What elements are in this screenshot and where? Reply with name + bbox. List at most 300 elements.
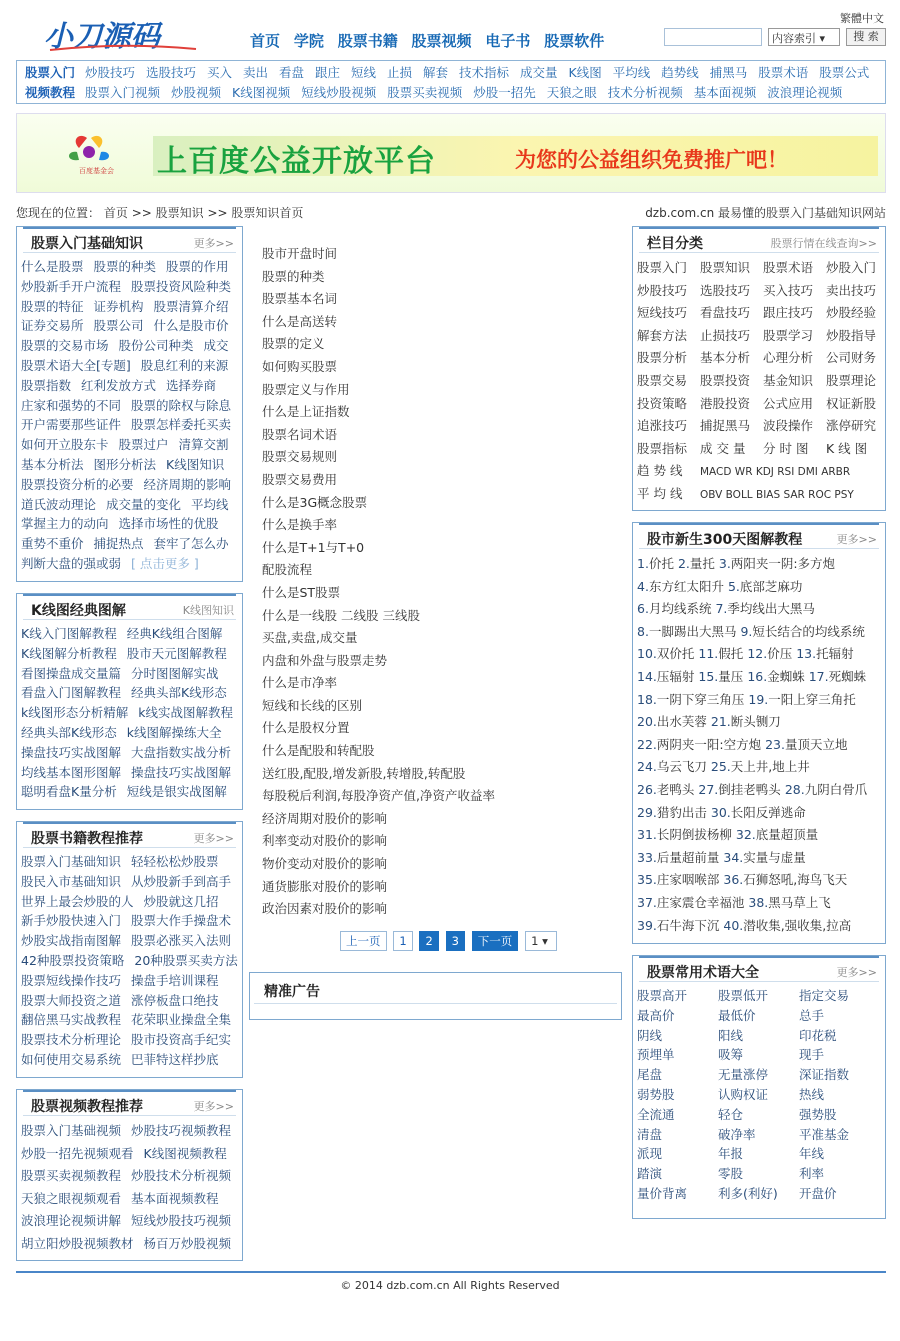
list-link[interactable]: 成交量的变化 <box>106 496 182 512</box>
article-link[interactable]: 股票定义与作用 <box>262 381 350 397</box>
category-lead[interactable]: 股票入门 <box>25 65 76 80</box>
list-link[interactable]: 短线炒股技巧视频 <box>131 1213 232 1229</box>
ad-banner[interactable] <box>16 113 886 193</box>
list-link[interactable]: K线入门图解教程 <box>21 626 117 641</box>
list-link[interactable]: 分时图图解实战 <box>131 665 219 681</box>
category-link[interactable]: 买入 <box>207 65 233 80</box>
list-link[interactable]: 股票的作用 <box>166 259 229 274</box>
list-link[interactable]: 股票公司 <box>93 318 144 334</box>
column-link[interactable]: 投资策略 <box>637 395 688 411</box>
list-link[interactable]: 经典K线组合图解 <box>126 626 223 641</box>
list-link[interactable]: 如何使用交易系统 <box>21 1051 122 1067</box>
more-link[interactable]: 更多>> <box>836 533 877 546</box>
list-link[interactable]: k线图解操练大全 <box>126 724 222 740</box>
term-link[interactable]: 深证指数 <box>799 1067 850 1083</box>
column-link[interactable]: 炒股技巧 <box>637 282 688 298</box>
prev-page-button[interactable]: 上一页 <box>340 931 387 951</box>
list-link[interactable]: 基本分析法 <box>21 456 84 472</box>
article-link[interactable]: 什么是T+1与T+0 <box>262 539 365 555</box>
list-link[interactable]: k线图形态分析精解 <box>21 705 129 721</box>
term-link[interactable]: 认购权证 <box>718 1086 769 1102</box>
list-link[interactable]: 杨百万炒股视频 <box>143 1235 232 1251</box>
tutorial-row <box>637 689 881 712</box>
column-link[interactable]: 权证新股 <box>826 395 877 411</box>
list-link[interactable]: 选择市场性的优股 <box>118 516 219 532</box>
list-link[interactable]: 新手炒股快速入门 <box>21 913 122 929</box>
more-link[interactable]: K线图知识 <box>182 604 234 617</box>
column-link[interactable]: 公式应用 <box>763 395 814 411</box>
tutorial-link[interactable]: 倒挂老鸭头 <box>718 781 781 797</box>
term-link[interactable]: 现手 <box>799 1047 825 1063</box>
column-link[interactable]: 短线技巧 <box>637 305 688 321</box>
tutorial-link[interactable]: 后量超前量 <box>656 849 720 865</box>
list-link[interactable]: 涨停板盘口绝技 <box>131 992 219 1008</box>
column-link[interactable]: 基本分析 <box>700 350 751 366</box>
category-link[interactable]: 股票公式 <box>819 65 870 80</box>
list-link[interactable]: 选择券商 <box>166 377 217 393</box>
term-link[interactable]: 预埋单 <box>637 1047 675 1063</box>
list-link[interactable]: 股市投资高手纪实 <box>131 1032 232 1048</box>
tutorial-link[interactable]: 猎豹出击 <box>656 804 707 820</box>
column-link[interactable]: 股票分析 <box>637 350 688 366</box>
list-link[interactable]: 股票大作手操盘术 <box>131 913 232 929</box>
list-link[interactable]: 掌握主力的动向 <box>21 516 109 532</box>
indicator-list[interactable]: OBV BOLL BIAS SAR ROC PSY <box>700 488 854 501</box>
more-link[interactable]: 更多>> <box>193 1100 234 1113</box>
tutorial-link[interactable]: 天上井,地上井 <box>730 759 810 775</box>
article-link[interactable]: 什么是上证指数 <box>262 404 350 420</box>
tutorial-link[interactable]: 托辐射 <box>816 646 854 662</box>
category-link[interactable]: 卖出 <box>243 65 269 80</box>
list-link[interactable]: 图形分析法 <box>93 456 157 472</box>
list-link[interactable]: 股市天元图解教程 <box>126 645 227 661</box>
article-link[interactable]: 什么是股权分置 <box>262 720 350 736</box>
indicator-list[interactable]: MACD WR KDJ RSI DMI ARBR <box>700 466 851 479</box>
list-link[interactable]: 成交 <box>203 338 229 354</box>
indicator-lead[interactable]: 趋 势 线 <box>637 463 683 479</box>
list-link[interactable]: 看图操盘成交量篇 <box>21 665 122 681</box>
column-link[interactable]: 涨停研究 <box>826 418 877 434</box>
tutorial-link[interactable]: 长阳反弹逃命 <box>730 804 806 820</box>
list-link[interactable]: 世界上最会炒股的人 <box>21 893 134 909</box>
article-link[interactable]: 股市开盘时间 <box>262 246 338 261</box>
nav-academy[interactable]: 学院 <box>293 32 324 50</box>
site-logo[interactable]: 小刀源码 <box>44 19 161 53</box>
list-link[interactable]: 股票的种类 <box>93 259 157 274</box>
list-link[interactable]: 股份公司种类 <box>118 338 194 354</box>
list-link[interactable]: 炒股就这几招 <box>143 893 219 909</box>
category-link[interactable]: 炒股技巧 <box>85 65 136 80</box>
nav-videos[interactable]: 股票视频 <box>411 32 472 50</box>
list-link[interactable]: 股票怎样委托买卖 <box>131 417 232 433</box>
term-link[interactable]: 量价背离 <box>637 1185 688 1201</box>
list-link[interactable]: 股票入门基础知识 <box>21 854 122 869</box>
column-link[interactable]: 止损技巧 <box>700 327 751 343</box>
list-link[interactable]: 股票指数 <box>21 377 72 393</box>
term-link[interactable]: 全流通 <box>637 1106 675 1122</box>
list-link[interactable]: 波浪理论视频讲解 <box>21 1213 122 1229</box>
column-link[interactable]: 炒股入门 <box>826 260 877 275</box>
category-link[interactable]: 基本面视频 <box>693 85 757 100</box>
list-link[interactable]: 巴菲特这样抄底 <box>131 1051 219 1067</box>
column-link[interactable]: 看盘技巧 <box>700 305 751 321</box>
term-link[interactable]: 派现 <box>637 1146 663 1162</box>
column-link[interactable]: 卖出技巧 <box>826 282 877 298</box>
term-link[interactable]: 股票高开 <box>637 988 688 1003</box>
term-link[interactable]: 最高价 <box>637 1007 675 1023</box>
list-link[interactable]: 股票必涨买入法则 <box>131 933 232 949</box>
term-link[interactable]: 平准基金 <box>799 1126 850 1142</box>
list-link[interactable]: 看盘入门图解教程 <box>21 685 122 701</box>
term-link[interactable]: 指定交易 <box>799 988 850 1003</box>
footer-divider <box>16 1271 886 1273</box>
list-link[interactable]: 红利发放方式 <box>81 377 157 393</box>
column-link[interactable]: 股票指标 <box>637 440 688 456</box>
term-link[interactable]: 印花税 <box>799 1027 837 1043</box>
nav-software[interactable]: 股票软件 <box>544 32 605 50</box>
tutorial-link[interactable]: 底部芝麻功 <box>739 578 803 594</box>
list-link[interactable]: 胡立阳炒股视频教材 <box>21 1235 134 1251</box>
article-link[interactable]: 股票名词术语 <box>262 426 338 442</box>
more-link[interactable]: 更多>> <box>193 237 234 250</box>
search-button[interactable]: 搜 索 <box>846 28 886 46</box>
list-link[interactable]: 平均线 <box>191 496 229 512</box>
list-link[interactable]: 什么是股市价 <box>153 318 229 334</box>
category-link[interactable]: 解套 <box>423 65 449 80</box>
term-link[interactable]: 年线 <box>799 1146 825 1162</box>
tutorial-row <box>637 847 881 870</box>
tutorial-link[interactable]: 老鸭头 <box>656 781 695 797</box>
column-link[interactable]: 买入技巧 <box>763 282 814 298</box>
tutorial-number: 19. <box>748 691 769 707</box>
tutorial-link[interactable]: 量压 <box>718 668 744 684</box>
column-link[interactable]: 炒股经验 <box>826 305 877 321</box>
list-link[interactable]: K线图知识 <box>166 456 225 472</box>
column-link[interactable]: 股票知识 <box>700 260 751 275</box>
search-type-select[interactable]: 内容索引 ▾ <box>768 28 840 46</box>
list-link[interactable]: 聪明看盘K量分析 <box>21 784 117 800</box>
term-link[interactable]: 弱势股 <box>637 1086 675 1102</box>
article-link[interactable]: 政治因素对股价的影响 <box>262 901 388 917</box>
tutorial-link[interactable]: 两阴夹一阳:空方炮 <box>656 736 762 752</box>
category-link[interactable]: 股票买卖视频 <box>387 85 463 100</box>
tutorial-link[interactable]: 庄家咽喉部 <box>656 872 720 888</box>
article-link[interactable]: 什么是市净率 <box>262 675 338 691</box>
list-link[interactable]: 如何开立股东卡 <box>21 437 109 453</box>
tutorial-link[interactable]: 月均线系统 <box>648 601 712 617</box>
list-link[interactable]: 炒股技术分析视频 <box>131 1168 232 1184</box>
list-link[interactable]: 短线是银实战图解 <box>126 784 227 800</box>
term-link[interactable]: 强势股 <box>799 1106 837 1122</box>
list-link[interactable]: 庄家和强势的不同 <box>21 397 122 413</box>
column-link[interactable]: 跟庄技巧 <box>763 305 814 321</box>
list-link[interactable]: 套牢了怎么办 <box>153 536 229 552</box>
list-link[interactable]: 42种股票投资策略 <box>21 952 125 968</box>
column-link[interactable]: 波段操作 <box>763 418 814 434</box>
list-link[interactable]: 操盘手培训课程 <box>131 972 219 988</box>
tutorial-link[interactable]: 两阳夹一阴:多方炮 <box>730 556 836 571</box>
category-link[interactable]: 跟庄 <box>315 65 341 80</box>
tutorial-link[interactable]: 双价托 <box>656 646 695 662</box>
tutorial-link[interactable]: 实量与虚量 <box>743 849 806 865</box>
list-link[interactable]: 股票大师投资之道 <box>21 992 122 1008</box>
article-link[interactable]: 什么是配股和转配股 <box>262 743 375 759</box>
list-link[interactable]: 股票的特征 <box>21 298 84 314</box>
term-link[interactable]: 阴线 <box>637 1027 663 1043</box>
column-link[interactable]: 股票学习 <box>763 327 814 343</box>
article-link[interactable]: 短线和长线的区别 <box>262 697 363 713</box>
category-link[interactable]: 短线炒股视频 <box>301 85 377 100</box>
list-link[interactable]: 证券机构 <box>93 298 144 314</box>
list-link[interactable]: 经济周期的影响 <box>143 476 232 492</box>
nav-ebooks[interactable]: 电子书 <box>485 32 531 50</box>
term-link[interactable]: 股票低开 <box>718 988 769 1003</box>
list-link[interactable]: 股票过户 <box>118 437 169 453</box>
article-link[interactable]: 什么是ST股票 <box>262 584 341 600</box>
breadcrumb-item[interactable]: 股票知识首页 <box>231 206 304 220</box>
category-link[interactable]: 看盘 <box>279 65 305 80</box>
list-link[interactable]: 股民入市基础知识 <box>21 873 122 889</box>
nav-home[interactable]: 首页 <box>250 32 281 50</box>
tutorial-link[interactable]: 出水芙蓉 <box>656 714 707 730</box>
list-link[interactable]: 炒股技巧视频教程 <box>131 1123 232 1138</box>
list-link[interactable]: 20种股票买卖方法 <box>134 952 238 968</box>
term-link[interactable]: 利率 <box>799 1166 825 1182</box>
list-link[interactable]: 操盘技巧实战图解 <box>21 744 122 760</box>
term-link[interactable]: 热线 <box>799 1086 825 1102</box>
article-link[interactable]: 什么是换手率 <box>262 517 338 533</box>
list-link[interactable]: 股票入门基础视频 <box>21 1123 122 1138</box>
term-link[interactable]: 总手 <box>799 1007 825 1023</box>
category-link[interactable]: 技术指标 <box>459 65 510 80</box>
article-link[interactable]: 配股流程 <box>262 562 313 578</box>
column-link[interactable]: 港股投资 <box>700 395 751 411</box>
tutorial-link[interactable]: 一阴下穿三角压 <box>656 691 745 707</box>
term-link[interactable]: 踏演 <box>637 1166 663 1182</box>
breadcrumb-item[interactable]: 股票知识 <box>155 206 204 220</box>
tutorial-link[interactable]: 断头铡刀 <box>730 714 781 730</box>
list-link[interactable]: 经典头部K线形态 <box>21 724 117 740</box>
column-link[interactable]: 基金知识 <box>763 372 814 388</box>
article-link[interactable]: 什么是3G概念股票 <box>262 494 368 510</box>
term-link[interactable]: 开盘价 <box>799 1185 837 1201</box>
column-link[interactable]: 追涨技巧 <box>637 418 688 434</box>
list-link[interactable]: 股票短线操作技巧 <box>21 972 122 988</box>
term-link[interactable]: 利多(利好) <box>718 1185 778 1201</box>
term-link[interactable]: 清盘 <box>637 1126 663 1142</box>
article-link[interactable]: 利率变动对股价的影响 <box>262 833 388 849</box>
column-link[interactable]: 心理分析 <box>763 350 814 366</box>
article-link[interactable]: 送红股,配股,增发新股,转增股,转配股 <box>262 765 466 781</box>
tutorial-link[interactable]: 东方红太阳升 <box>648 578 724 594</box>
term-link[interactable]: 无量涨停 <box>718 1067 769 1083</box>
list-link[interactable]: 股票技术分析理论 <box>21 1032 122 1048</box>
term-link[interactable]: 最低价 <box>718 1007 756 1023</box>
article-link[interactable]: 物价变动对股价的影响 <box>262 856 388 872</box>
tutorial-number: 13. <box>796 646 817 662</box>
list-link[interactable]: 股票清算介绍 <box>153 298 229 314</box>
category-lead[interactable]: 视频教程 <box>25 85 76 100</box>
column-link[interactable]: 股票入门 <box>637 260 688 275</box>
list-link[interactable]: 炒股新手开户流程 <box>21 278 122 294</box>
column-link[interactable]: 选股技巧 <box>700 282 751 298</box>
column-link[interactable]: 股票术语 <box>763 260 814 275</box>
tutorial-link[interactable]: 石狮怒吼,海鸟飞天 <box>743 872 848 888</box>
category-link[interactable]: 短线 <box>351 65 377 80</box>
list-link[interactable]: 炒股实战指南图解 <box>21 933 122 949</box>
article-link[interactable]: 股票基本名词 <box>262 291 338 307</box>
tutorial-link[interactable]: 量顶天立地 <box>785 736 848 752</box>
category-link[interactable]: 成交量 <box>520 65 558 80</box>
list-link[interactable]: 股票买卖视频教程 <box>21 1168 122 1184</box>
category-link[interactable]: 捕黑马 <box>709 65 748 80</box>
category-link[interactable]: 平均线 <box>612 65 651 80</box>
list-link[interactable]: 经典头部K线形态 <box>131 685 227 701</box>
term-link[interactable]: 阳线 <box>718 1027 744 1043</box>
category-link[interactable]: 波浪理论视频 <box>767 85 843 100</box>
column-link[interactable]: 分 时 图 <box>763 440 809 456</box>
tutorial-link[interactable]: 一阳上穿三角托 <box>768 691 856 707</box>
list-link[interactable]: 捕捉热点 <box>93 536 144 552</box>
term-link[interactable]: 零股 <box>718 1166 744 1182</box>
article-link[interactable]: 什么是高送转 <box>262 313 338 329</box>
category-link[interactable]: K线图视频 <box>232 85 291 100</box>
category-row <box>25 83 877 103</box>
tutorial-link[interactable]: 九阴白骨爪 <box>804 781 868 797</box>
tutorial-link[interactable]: 量托 <box>689 556 715 571</box>
page-select[interactable]: 1 ▾ <box>525 931 557 951</box>
category-link[interactable]: 股票术语 <box>758 65 809 80</box>
list-link[interactable]: 什么是股票 <box>21 259 84 274</box>
more-link[interactable]: 股票行情在线查询>> <box>770 237 877 250</box>
tutorial-link[interactable]: 潜收集,强收集,拉高 <box>743 917 852 933</box>
article-link[interactable]: 每股税后利润,每股净资产值,净资产收益率 <box>262 788 495 804</box>
tutorial-link[interactable]: 压辐射 <box>656 668 695 684</box>
column-link[interactable]: 成 交 量 <box>700 440 746 456</box>
article-link[interactable]: 买盘,卖盘,成交量 <box>262 630 358 646</box>
term-link[interactable]: 吸筹 <box>718 1047 744 1063</box>
search-input[interactable] <box>664 28 762 46</box>
list-link[interactable]: K线图视频教程 <box>143 1145 227 1161</box>
list-link[interactable]: 花荣职业操盘全集 <box>131 1012 232 1028</box>
tutorial-link[interactable]: 乌云飞刀 <box>656 759 707 775</box>
page-number[interactable]: 2 <box>419 931 438 951</box>
list-link[interactable]: 证券交易所 <box>21 318 84 334</box>
list-link[interactable]: 翻倍黑马实战教程 <box>21 1012 122 1028</box>
category-link[interactable]: 止损 <box>387 65 413 80</box>
breadcrumb-item[interactable]: 首页 <box>103 206 128 220</box>
column-link[interactable]: 股票投资 <box>700 372 751 388</box>
tutorial-link[interactable]: 假托 <box>718 646 744 662</box>
category-link[interactable]: 趋势线 <box>661 65 699 80</box>
indicator-lead[interactable]: 平 均 线 <box>637 485 683 501</box>
category-link[interactable]: 股票入门视频 <box>85 85 161 100</box>
list-link[interactable]: 股票的交易市场 <box>21 338 109 354</box>
list-link[interactable]: 股票的除权与除息 <box>131 397 232 413</box>
tutorial-link[interactable]: 季均线出大黑马 <box>727 601 815 617</box>
term-link[interactable]: 破净率 <box>718 1126 756 1142</box>
article-link[interactable]: 如何购买股票 <box>262 358 338 374</box>
tutorial-link[interactable]: 黑马草上飞 <box>768 894 831 910</box>
term-link[interactable]: 轻仓 <box>718 1106 744 1122</box>
column-link[interactable]: 解套方法 <box>637 327 688 343</box>
list-link[interactable]: 轻轻松松炒股票 <box>131 854 219 869</box>
category-link[interactable]: 天狼之眼 <box>546 85 597 100</box>
article-link[interactable]: 股票的定义 <box>262 336 325 352</box>
list-link[interactable]: 重势不重价 <box>21 536 84 552</box>
column-link[interactable]: K 线 图 <box>826 440 868 456</box>
tutorial-link[interactable]: 一脚踢出大黑马 <box>648 623 737 639</box>
tutorial-link[interactable]: 短长结合的均线系统 <box>752 623 865 639</box>
next-page-button[interactable]: 下一页 <box>472 931 519 951</box>
more-link[interactable]: 更多>> <box>193 832 234 845</box>
list-link[interactable]: 股票投资风险种类 <box>131 278 232 294</box>
list-link[interactable]: k线实战图解教程 <box>138 705 233 721</box>
tutorial-link[interactable]: 庄家震仓幸福池 <box>656 894 745 910</box>
term-link[interactable]: 尾盘 <box>637 1067 663 1083</box>
traditional-chinese-link[interactable]: 繁體中文 <box>840 12 884 25</box>
list-link[interactable]: 均线基本图形图解 <box>21 764 122 780</box>
article-link[interactable]: 股票交易费用 <box>262 471 338 487</box>
tutorial-link[interactable]: 底量超顶量 <box>755 827 819 843</box>
article-link[interactable]: 经济周期对股价的影响 <box>262 810 388 826</box>
list-link[interactable]: 股票术语大全[专题] <box>21 357 131 373</box>
tutorial-link[interactable]: 死蜘蛛 <box>828 668 867 684</box>
term-link[interactable]: 年报 <box>718 1146 744 1162</box>
page-number[interactable]: 3 <box>446 931 465 951</box>
category-link[interactable]: 技术分析视频 <box>607 85 683 100</box>
list-link[interactable]: 从炒股新手到高手 <box>131 873 232 889</box>
list-link[interactable]: 操盘技巧实战图解 <box>131 764 232 780</box>
category-link[interactable]: K线图 <box>568 65 602 80</box>
list-link[interactable]: 天狼之眼视频观看 <box>21 1190 122 1206</box>
list-link[interactable]: 炒股一招先视频观看 <box>21 1145 134 1161</box>
list-link[interactable]: 基本面视频教程 <box>131 1190 219 1206</box>
tutorial-link[interactable]: 石牛海下沉 <box>656 917 720 933</box>
category-link[interactable]: 选股技巧 <box>146 65 197 80</box>
click-more-link[interactable]: [ 点击更多 ] <box>131 555 199 571</box>
list-link[interactable]: 开户需要那些证件 <box>21 417 122 433</box>
category-link[interactable]: 炒股视频 <box>171 85 222 100</box>
list-link[interactable]: 清算交割 <box>178 437 229 453</box>
list-link[interactable]: 判断大盘的强或弱 <box>21 555 122 571</box>
tutorial-link[interactable]: 价压 <box>767 646 793 662</box>
column-link[interactable]: 捕捉黑马 <box>700 418 751 434</box>
nav-books[interactable]: 股票书籍 <box>337 32 398 50</box>
column-link[interactable]: 股票交易 <box>637 372 688 388</box>
tutorial-link[interactable]: 长阴倒拔杨柳 <box>656 827 732 843</box>
article-link[interactable]: 什么是一线股 二线股 三线股 <box>262 607 420 623</box>
column-link[interactable]: 公司财务 <box>826 350 877 366</box>
list-link[interactable]: 大盘指数实战分析 <box>131 744 232 760</box>
column-link[interactable]: 股票理论 <box>826 372 877 388</box>
list-link[interactable]: 股息红利的来源 <box>140 357 229 373</box>
category-link[interactable]: 炒股一招先 <box>473 85 536 100</box>
tutorial-link[interactable]: 金蜘蛛 <box>767 668 805 684</box>
column-link[interactable]: 炒股指导 <box>826 327 877 343</box>
article-link[interactable]: 内盘和外盘与股票走势 <box>262 652 388 668</box>
article-link[interactable]: 股票的种类 <box>262 268 325 284</box>
page-number[interactable]: 1 <box>393 931 412 951</box>
more-link[interactable]: 更多>> <box>836 966 877 979</box>
tutorial-number: 14. <box>637 668 657 684</box>
article-link[interactable]: 股票交易规则 <box>262 449 338 465</box>
article-link[interactable]: 通货膨胀对股价的影响 <box>262 878 388 894</box>
list-link[interactable]: 股票投资分析的必要 <box>21 476 134 492</box>
tutorial-link[interactable]: 价托 <box>648 556 674 571</box>
list-link[interactable]: K线图解分析教程 <box>21 645 117 661</box>
list-link[interactable]: 道氏波动理论 <box>21 496 97 512</box>
